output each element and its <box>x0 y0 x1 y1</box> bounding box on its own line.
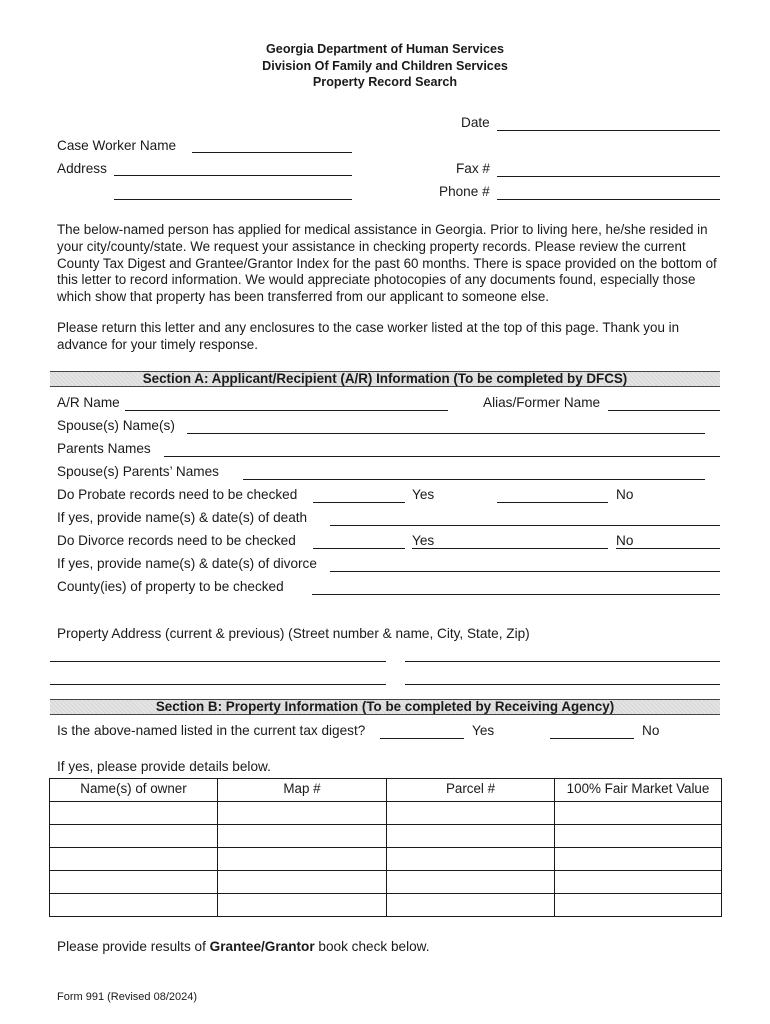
table-cell[interactable] <box>387 825 555 848</box>
section-b-header: Section B: Property Information (To be completed by Receiving Agency) <box>50 699 720 715</box>
table-row <box>50 894 722 917</box>
spouse-parents-label: Spouse(s) Parents’ Names <box>57 464 219 479</box>
probate-label: Do Probate records need to be checked <box>57 487 298 502</box>
property-address-label: Property Address (current & previous) (Street number & name, City, State, Zip) <box>57 626 530 641</box>
section-a-header: Section A: Applicant/Recipient (A/R) Information (To be completed by DFCS) <box>50 371 720 387</box>
phone-label: Phone # <box>439 184 490 199</box>
table-cell[interactable] <box>218 848 387 871</box>
case-worker-field[interactable] <box>192 152 352 153</box>
tax-digest-no-field[interactable] <box>550 738 634 739</box>
address-field-line1[interactable] <box>114 175 352 176</box>
property-address-field-4[interactable] <box>405 684 720 685</box>
tax-digest-question: Is the above-named listed in the current tax digest? <box>57 723 366 738</box>
property-address-field-2[interactable] <box>405 661 720 662</box>
column-header-parcel: Parcel # <box>387 779 555 802</box>
agency-title: Georgia Department of Human Services <box>266 42 504 56</box>
fax-label: Fax # <box>456 161 490 176</box>
table-cell[interactable] <box>555 894 722 917</box>
table-cell[interactable] <box>387 894 555 917</box>
division-title: Division Of Family and Children Services <box>262 59 508 73</box>
divorce-no-label: No <box>616 533 634 548</box>
probate-yes-field[interactable] <box>313 502 405 503</box>
address-label: Address <box>57 161 107 176</box>
probate-no-field[interactable] <box>497 502 608 503</box>
table-cell[interactable] <box>218 894 387 917</box>
table-cell[interactable] <box>50 848 218 871</box>
form-number: Form 991 (Revised 08/2024) <box>57 991 198 1003</box>
table-cell[interactable] <box>218 825 387 848</box>
table-cell[interactable] <box>555 848 722 871</box>
table-cell[interactable] <box>387 871 555 894</box>
table-cell[interactable] <box>218 871 387 894</box>
instruction-suffix: book check below. <box>314 939 430 954</box>
divorce-details-field[interactable] <box>330 571 720 572</box>
address-field-line2[interactable] <box>114 199 352 200</box>
date-field[interactable] <box>497 130 720 131</box>
divorce-yes-field[interactable] <box>313 548 405 549</box>
tax-digest-yes-field[interactable] <box>380 738 464 739</box>
table-cell[interactable] <box>555 871 722 894</box>
tax-digest-no-label: No <box>642 723 660 738</box>
table-cell[interactable] <box>387 802 555 825</box>
table-cell[interactable] <box>50 825 218 848</box>
divorce-details-label: If yes, provide name(s) & date(s) of divorce <box>57 556 317 571</box>
form-title: Property Record Search <box>312 75 458 89</box>
details-prompt: If yes, please provide details below. <box>57 759 271 774</box>
table-cell[interactable] <box>218 802 387 825</box>
table-row <box>50 825 722 848</box>
date-label: Date <box>461 115 490 130</box>
column-header-map: Map # <box>218 779 387 802</box>
table-cell[interactable] <box>387 848 555 871</box>
death-details-field[interactable] <box>330 525 720 526</box>
probate-no-label: No <box>616 487 634 502</box>
county-field[interactable] <box>312 594 720 595</box>
table-row <box>50 802 722 825</box>
divorce-yes-label: Yes <box>412 533 435 548</box>
spouse-parents-field[interactable] <box>243 479 705 480</box>
parents-field[interactable] <box>164 456 720 457</box>
case-worker-label: Case Worker Name <box>57 138 177 153</box>
table-header-row <box>50 779 722 802</box>
column-header-market-value: 100% Fair Market Value <box>555 779 722 802</box>
divorce-no-underline[interactable] <box>616 548 720 549</box>
property-address-field-3[interactable] <box>50 684 386 685</box>
fax-field[interactable] <box>497 176 720 177</box>
table-cell[interactable] <box>555 802 722 825</box>
alias-label: Alias/Former Name <box>483 395 601 410</box>
parents-label: Parents Names <box>57 441 151 456</box>
table-row <box>50 848 722 871</box>
ar-name-label: A/R Name <box>57 395 120 410</box>
divorce-label: Do Divorce records need to be checked <box>57 533 296 548</box>
county-label: County(ies) of property to be checked <box>57 579 284 594</box>
property-address-field-1[interactable] <box>50 661 386 662</box>
probate-yes-label: Yes <box>412 487 435 502</box>
column-header-owner: Name(s) of owner <box>50 779 218 802</box>
property-details-table <box>49 778 722 917</box>
request-paragraph: The below-named person has applied for medical assistance in Georgia. Prior to living here, he/she resided in your city/county/state. We request your assistance in checking property records. Please review the current County Tax Digest and Grantee/Grantor Index for the past 60 months. There is space provided on the bottom of this letter to record information. We would appreciate photocopies of any documents found, especially those which show that property has been transferred from our applicant to someone else. <box>57 222 717 305</box>
table-row <box>50 871 722 894</box>
table-cell[interactable] <box>50 802 218 825</box>
table-cell[interactable] <box>555 825 722 848</box>
grantee-grantor-instruction <box>57 939 430 954</box>
table-cell[interactable] <box>50 894 218 917</box>
tax-digest-yes-label: Yes <box>472 723 495 738</box>
return-paragraph: Please return this letter and any enclosures to the case worker listed at the top of this page. Thank you in advance for your timely response. <box>57 320 680 352</box>
table-cell[interactable] <box>50 871 218 894</box>
spouse-label: Spouse(s) Name(s) <box>57 418 175 433</box>
alias-field[interactable] <box>608 410 720 411</box>
instruction-prefix: Please provide results of <box>57 939 210 954</box>
phone-field[interactable] <box>497 199 720 200</box>
death-details-label: If yes, provide name(s) & date(s) of death <box>57 510 308 525</box>
spouse-field[interactable] <box>187 433 705 434</box>
ar-name-field[interactable] <box>125 410 448 411</box>
divorce-no-field[interactable] <box>412 548 608 549</box>
instruction-bold: Grantee/Grantor <box>209 939 315 954</box>
